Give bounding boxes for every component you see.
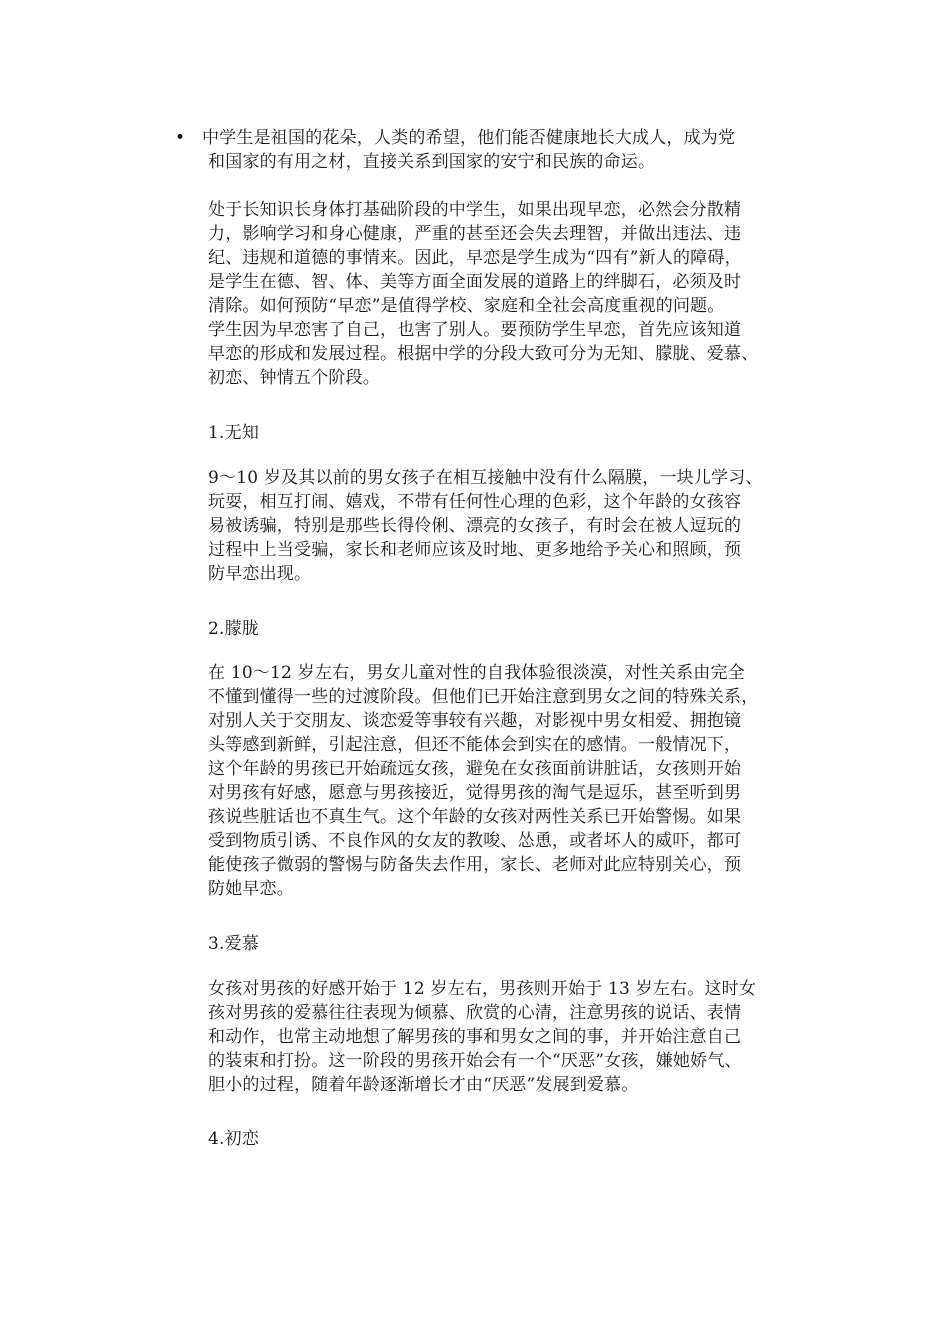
text-line: 防早恋出现。 xyxy=(208,564,312,584)
text-line: 女孩对男孩的好感开始于 12 岁左右，男孩则开始于 13 岁左右。这时女 xyxy=(208,979,757,999)
text-line: 清除。如何预防“早恋”是值得学校、家庭和全社会高度重视的问题。 xyxy=(208,296,725,316)
paragraph-hazy xyxy=(208,661,818,901)
text-line: 孩对男孩的爱慕往往表现为倾慕、欣赏的心清，注意男孩的说话、表情 xyxy=(208,1003,742,1023)
bullet-icon: • xyxy=(175,128,186,148)
paragraph-early-love xyxy=(208,198,818,390)
text-line: 过程中上当受骗，家长和老师应该及时地、更多地给予关心和照顾，预 xyxy=(208,540,742,560)
section-heading xyxy=(208,932,818,956)
section-heading xyxy=(208,1127,818,1151)
heading-admiration: 3.爱慕 xyxy=(208,934,260,954)
text-line: 孩说些脏话也不真生气。这个年龄的女孩对两性关系已开始警惕。如果 xyxy=(208,807,742,827)
text-line: 和国家的有用之材，直接关系到国家的安宁和民族的命运。 xyxy=(208,152,656,172)
paragraph-admiration xyxy=(208,977,818,1097)
text-line: 早恋的形成和发展过程。根据中学的分段大致可分为无知、朦胧、爱慕、 xyxy=(208,344,759,364)
text-line: 的装束和打扮。这一阶段的男孩开始会有一个“厌恶”女孩，嫌她娇气、 xyxy=(208,1051,742,1071)
text-line: 玩耍，相互打闹、嬉戏，不带有任何性心理的色彩，这个年龄的女孩容 xyxy=(208,492,742,512)
text-line: 易被诱骗，特别是那些长得伶俐、漂亮的女孩子，有时会在被人逗玩的 xyxy=(208,516,742,536)
text-line: 9～10 岁及其以前的男女孩子在相互接触中没有什么隔膜，一块儿学习、 xyxy=(208,468,763,488)
text-line: 纪、违规和道德的事情来。因此，早恋是学生成为“四有”新人的障碍， xyxy=(208,248,742,268)
text-line: 头等感到新鲜，引起注意，但还不能体会到实在的感情。一般情况下， xyxy=(208,735,742,755)
text-line: 和动作，也常主动地想了解男孩的事和男女之间的事，并开始注意自己 xyxy=(208,1027,742,1047)
text-line: 这个年龄的男孩已开始疏远女孩，避免在女孩面前讲脏话，女孩则开始 xyxy=(208,759,742,779)
text-line: 中学生是祖国的花朵，人类的希望，他们能否健康地长大成人，成为党 xyxy=(202,128,736,148)
text-line: 受到物质引诱、不良作风的女友的教唆、怂恿，或者坏人的威吓，都可 xyxy=(208,831,742,851)
section-heading xyxy=(208,421,818,445)
text-line: 是学生在德、智、体、美等方面全面发展的道路上的绊脚石，必须及时 xyxy=(208,272,742,292)
intro-paragraph xyxy=(202,126,818,174)
text-line: 对男孩有好感，愿意与男孩接近，觉得男孩的淘气是逗乐，甚至听到男 xyxy=(208,783,742,803)
text-line: 在 10～12 岁左右，男女儿童对性的自我体验很淡漠，对性关系由完全 xyxy=(208,663,745,683)
text-line: 不懂到懂得一些的过渡阶段。但他们已开始注意到男女之间的特殊关系， xyxy=(208,687,759,707)
text-line: 防她早恋。 xyxy=(208,879,294,899)
text-line: 初恋、钟情五个阶段。 xyxy=(208,368,380,388)
heading-hazy: 2.朦胧 xyxy=(208,619,260,639)
section-heading xyxy=(208,617,818,641)
heading-ignorance: 1.无知 xyxy=(208,423,260,443)
text-line: 学生因为早恋害了自己，也害了别人。要预防学生早恋，首先应该知道 xyxy=(208,320,742,340)
text-line: 能使孩子微弱的警惕与防备失去作用，家长、老师对此应特别关心，预 xyxy=(208,855,742,875)
paragraph-ignorance xyxy=(208,466,818,586)
heading-first-love: 4.初恋 xyxy=(208,1129,260,1149)
text-line: 力，影响学习和身心健康，严重的甚至还会失去理智，并做出违法、违 xyxy=(208,224,742,244)
text-line: 对别人关于交朋友、谈恋爱等事较有兴趣，对影视中男女相爱、拥抱镜 xyxy=(208,711,742,731)
text-line: 胆小的过程，随着年龄逐渐增长才由“厌恶”发展到爱慕。 xyxy=(208,1075,639,1095)
text-line: 处于长知识长身体打基础阶段的中学生，如果出现早恋，必然会分散精 xyxy=(208,200,742,220)
